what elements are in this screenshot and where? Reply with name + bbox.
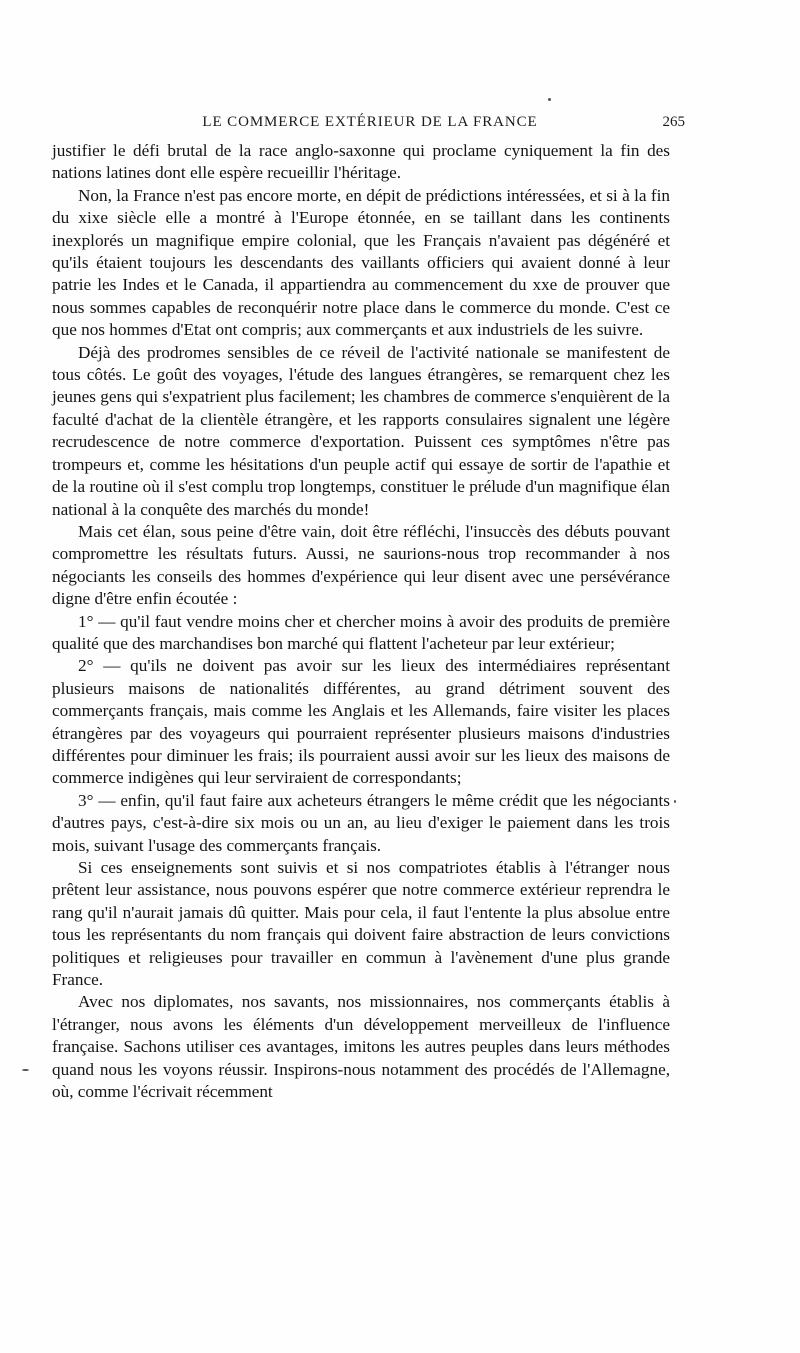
running-head — [55, 110, 685, 134]
paragraph: justifier le défi brutal de la race anglo-saxonne qui proclame cyniquement la fin des nations latines dont elle espère recueillir l'héritage. — [52, 141, 670, 183]
running-title: LE COMMERCE EXTÉRIEUR DE LA FRANCE — [202, 114, 538, 130]
print-speck — [674, 800, 676, 803]
paragraph: Avec nos diplomates, nos savants, nos missionnaires, nos commerçants établis à l'étranger, nous avons les éléments d'un développement merveilleux de l'influence française. Sachons utiliser ces avantages, imitons les autres peuples dans leurs méthodes quand nous les voyons réussir. Inspirons-nous notamment des procédés de l'Allemagne, où, comme l'écrivait récemment — [52, 992, 670, 1102]
body-text — [52, 140, 670, 1103]
list-item: 1° — qu'il faut vendre moins cher et chercher moins à avoir des produits de première qualité que des marchandises bon marché qui flattent l'acheteur par leur extérieur; — [52, 611, 670, 653]
page-number: 265 — [662, 114, 685, 130]
paragraph: Mais cet élan, sous peine d'être vain, doit être réfléchi, l'insuccès des débuts pouvant compromettre les résultats futurs. Aussi, ne saurions-nous trop recommander à nos négociants les conseils des hommes d'expérience qui leur disent avec une persévérance digne d'être enfin écoutée : — [52, 521, 670, 609]
print-speck — [548, 98, 551, 101]
list-item: 2° — qu'ils ne doivent pas avoir sur les lieux des intermédiaires représentant plusieurs maisons de nationalités différentes, au grand détriment souvent des commerçants français, mais comme les Anglais et les Allemands, faire visiter les places étrangères par des voyageurs qui pourraient représenter plusieurs maisons d'industries différentes pour diminuer les frais; ils pourraient aussi avoir sur les lieux des maisons de commerce indigènes qui leur serviraient de correspondants; — [52, 656, 670, 788]
paragraph: Si ces enseignements sont suivis et si nos compatriotes établis à l'étranger nous prêtent leur assistance, nous pouvons espérer que notre commerce extérieur reprendra le rang qu'il n'aurait jamais dû quitter. Mais pour cela, il faut l'entente la plus absolue entre tous les représentants du nom français qui doivent faire abstraction de leurs convictions politiques et religieuses pour travailler en commun à l'avènement d'une plus grande France. — [52, 858, 670, 990]
paragraph: Déjà des prodromes sensibles de ce réveil de l'activité nationale se manifestent de tous côtés. Le goût des voyages, l'étude des langues étrangères, se remarquent chez les jeunes gens qui s'expatrient plus facilement; les chambres de commerce s'enquièrent de la faculté d'achat de la clientèle étrangère, et les rapports consulaires signalent une légère recrudescence de notre commerce d'exportation. Puissent ces symptômes n'être pas trompeurs et, comme les hésitations d'un peuple actif qui essaye de sortir de l'apathie et de la routine où il s'est complu trop longtemps, constituer le prélude d'un magnifique élan national à la conquête des marchés du monde! — [52, 342, 670, 519]
paragraph: Non, la France n'est pas encore morte, en dépit de prédictions intéressées, et si à la fin du xixe siècle elle a montré à l'Europe étonnée, en se taillant dans les continents inexplorés un magnifique empire colonial, que les Français n'avaient pas dégénéré et qu'ils étaient toujours les descendants des vaillants officiers qui avaient donné à leur patrie les Indes et le Canada, il appartiendra au commencement du xxe de prouver que nous sommes capables de reconquérir notre place dans le commerce du monde. C'est ce que nos hommes d'Etat ont compris; aux commerçants et aux industriels de les suivre. — [52, 185, 670, 340]
print-speck — [22, 1069, 29, 1071]
list-item: 3° — enfin, qu'il faut faire aux acheteurs étrangers le même crédit que les négociants d'autres pays, c'est-à-dire six mois ou un an, au lieu d'exiger le paiement dans les trois mois, suivant l'usage des commerçants français. — [52, 790, 670, 855]
